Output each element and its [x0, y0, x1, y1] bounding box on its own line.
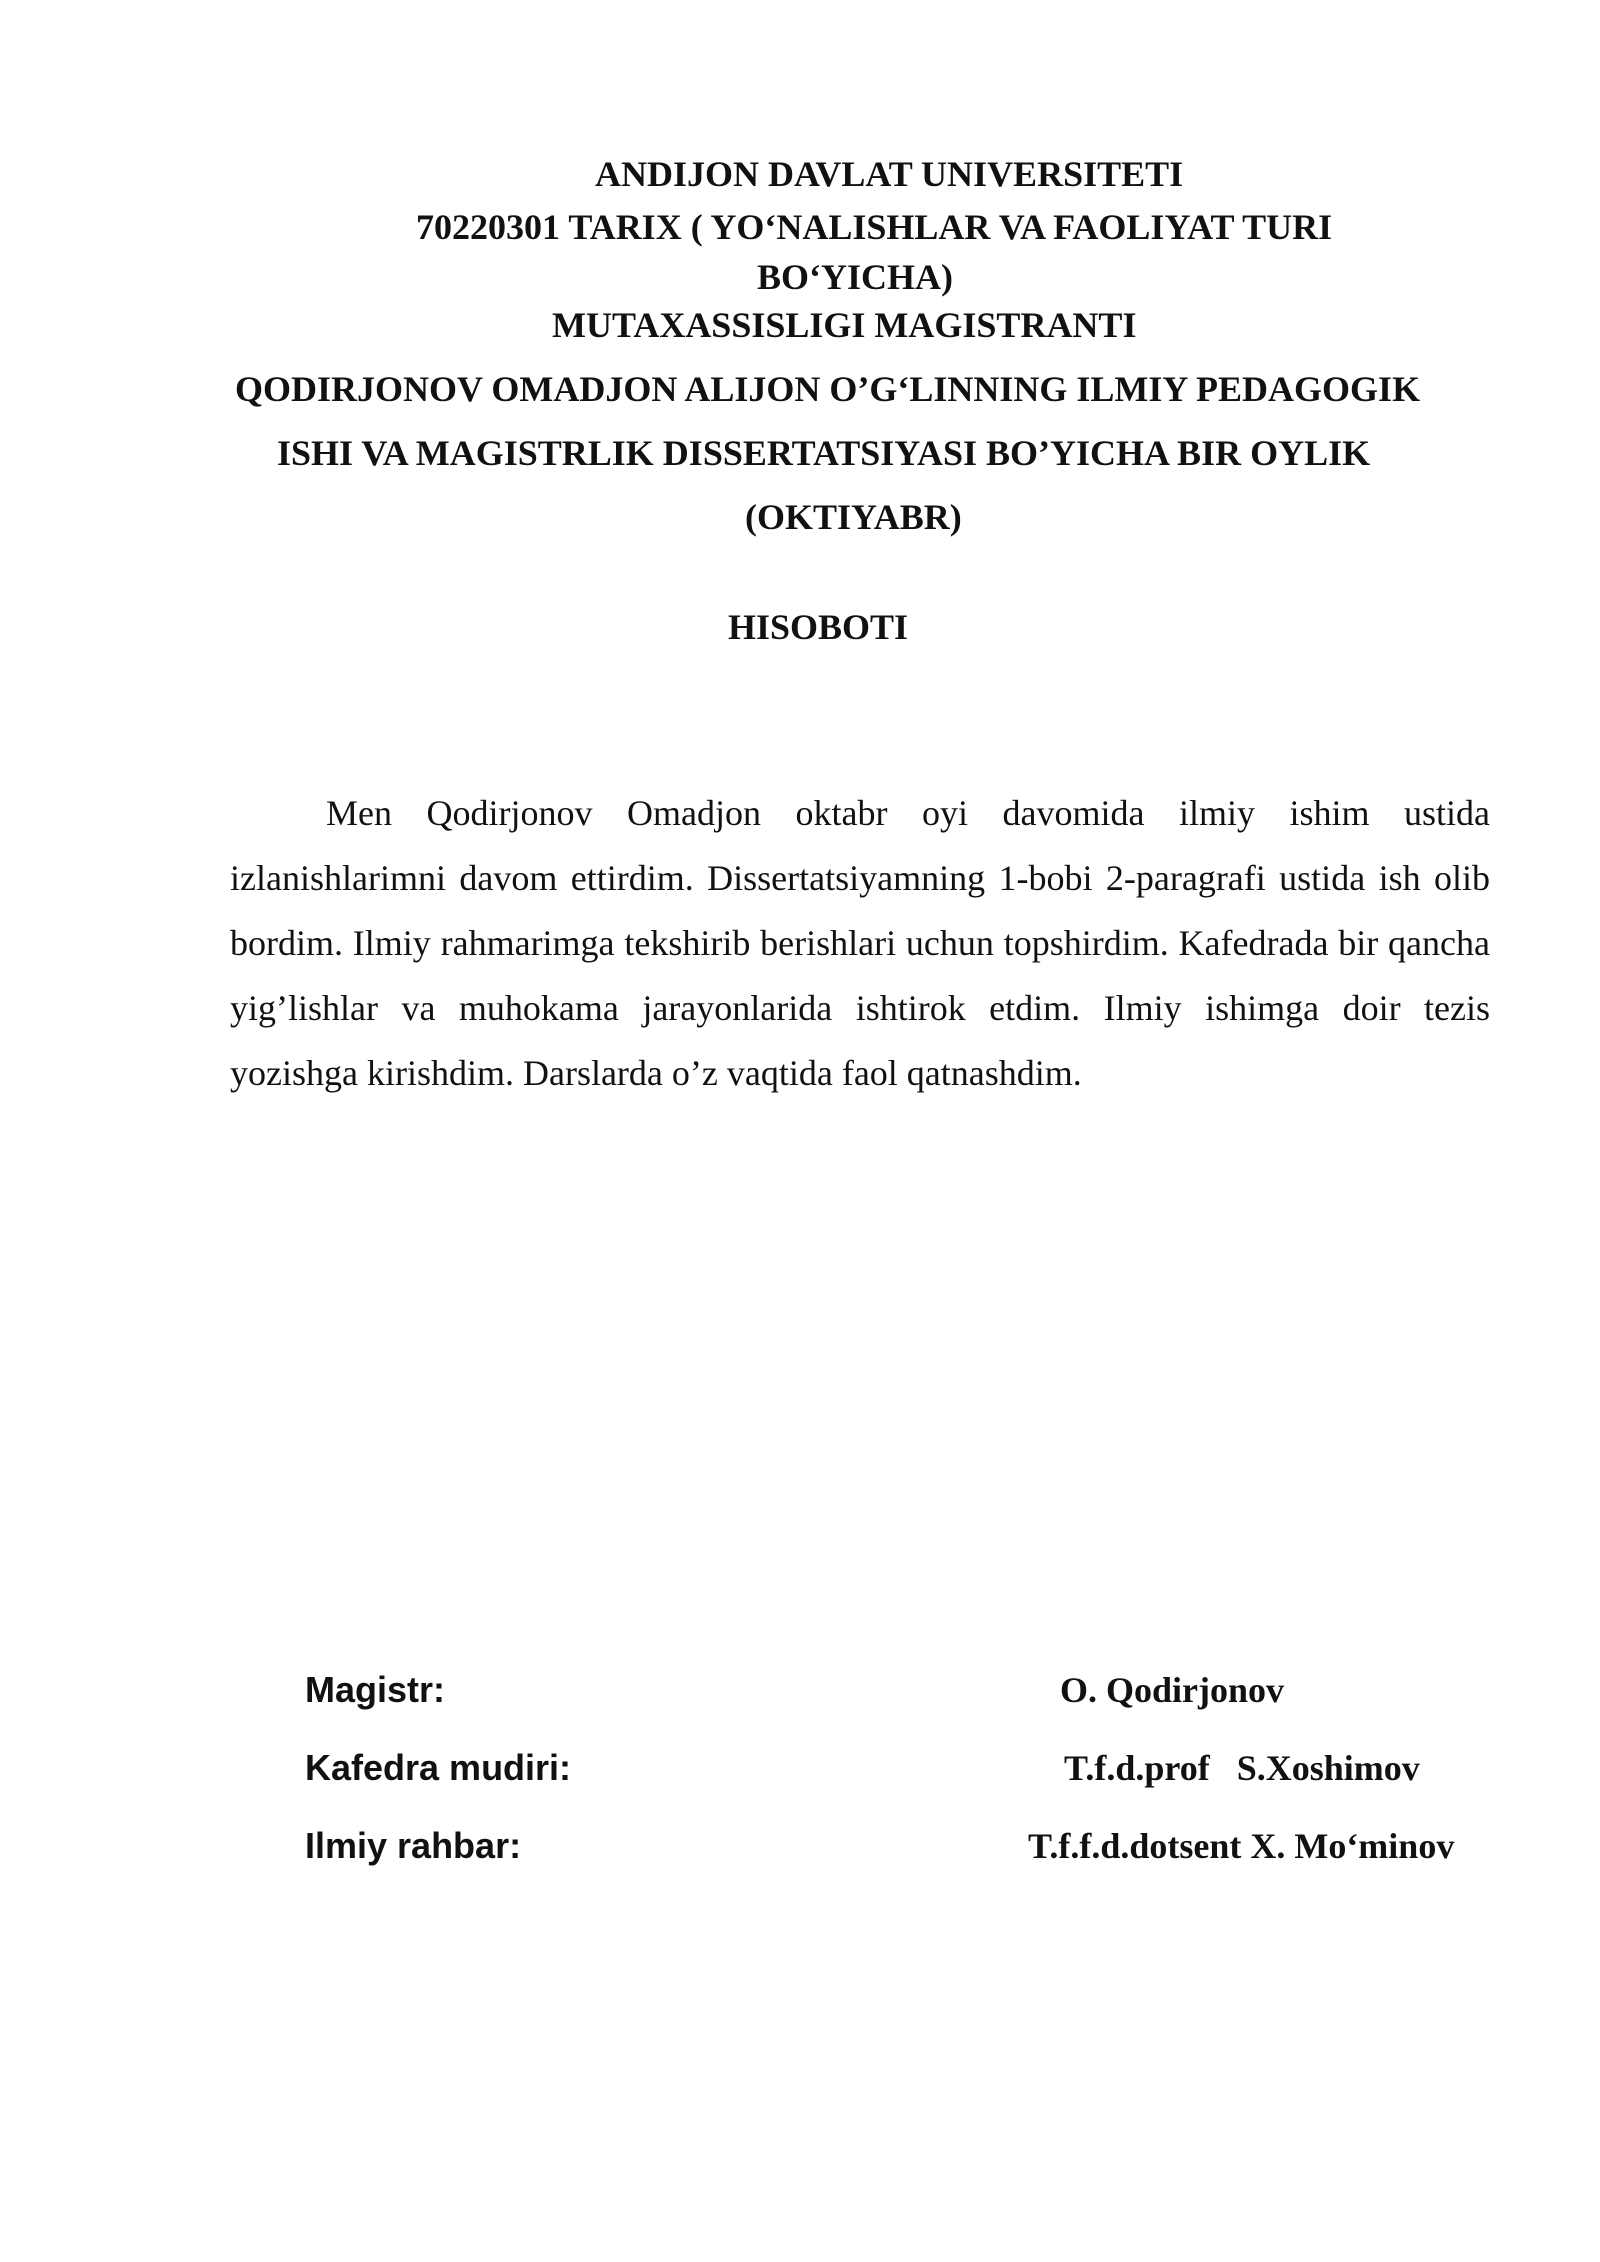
signature-role: Magistr: — [305, 1669, 446, 1710]
signature-role: Kafedra mudiri: — [305, 1747, 572, 1788]
specialty-line-2: BO‘YICHA) — [757, 257, 953, 297]
report-month: (OKTIYABR) — [745, 497, 962, 537]
signature-row-kafedra-mudiri — [305, 1746, 1505, 1796]
magistrant-line: MUTAXASSISLIGI MAGISTRANTI — [552, 305, 1137, 345]
signature-person: O. Qodirjonov — [1060, 1670, 1285, 1710]
university-name: ANDIJON DAVLAT UNIVERSITETI — [595, 154, 1184, 194]
signature-person: T.f.f.d.dotsent X. Mo‘minov — [1028, 1826, 1455, 1866]
signature-role: Ilmiy rahbar: — [305, 1825, 522, 1866]
document-title: HISOBOTI — [728, 607, 909, 647]
signature-person: T.f.d.prof S.Xoshimov — [1064, 1748, 1420, 1788]
specialty-line-1: 70220301 TARIX ( YO‘NALISHLAR VA FAOLIYAT TURI — [416, 207, 1333, 247]
signature-row-ilmiy-rahbar — [305, 1824, 1505, 1874]
report-subject-line-1: QODIRJONOV OMADJON ALIJON O’G‘LINNING ILMIY PEDAGOGIK — [235, 369, 1421, 409]
report-subject-line-2: ISHI VA MAGISTRLIK DISSERTATSIYASI BO’YICHA BIR OYLIK — [277, 433, 1371, 473]
signature-row-magistr — [305, 1668, 1505, 1718]
report-paragraph: Men Qodirjonov Omadjon oktabr oyi davomida ilmiy ishim ustida izlanishlarimni davom ettirdim. Dissertatsiyamning 1-bobi 2-paragrafi ustida ish olib bordim. Ilmiy rahmarimga tekshirib berishlari uchun topshirdim. Kafedrada bir qancha yig’lishlar va muhokama jarayonlarida ishtirok etdim. Ilmiy ishimga doir tezis yozishga kirishdim. Darslarda o’z vaqtida faol qatnashdim. — [230, 793, 1490, 1093]
